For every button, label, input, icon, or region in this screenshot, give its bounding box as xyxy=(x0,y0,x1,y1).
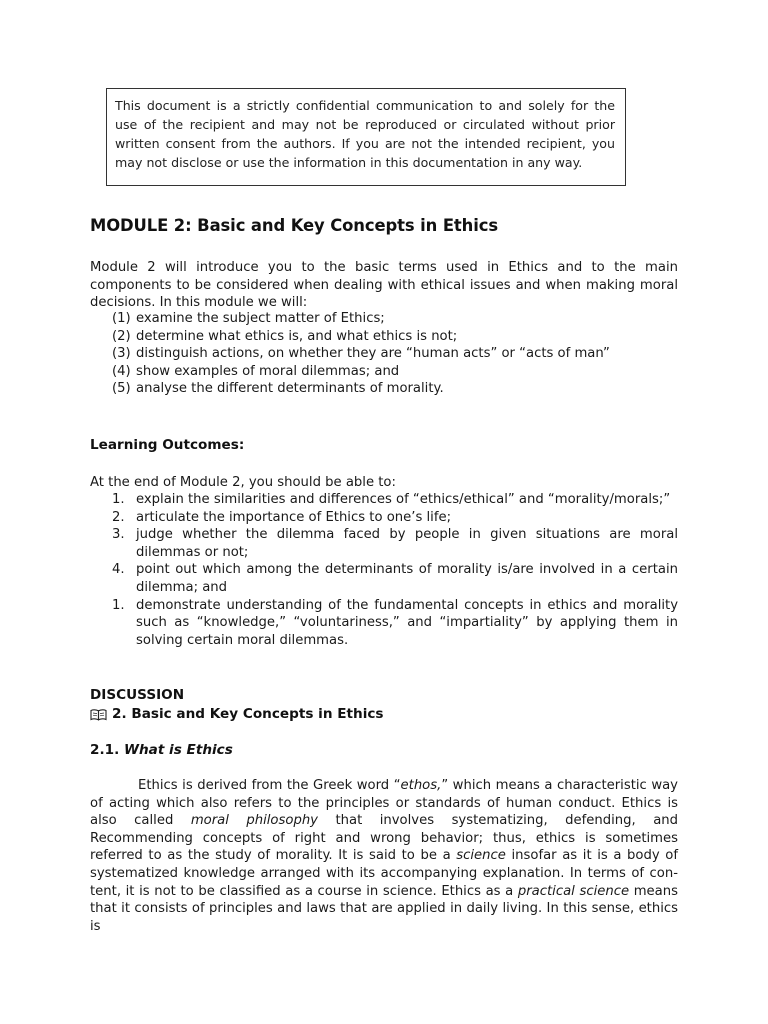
text-run: ” which means a characteristic way of acting which also refers to the principles or standards of human conduct. Ethics is also called xyxy=(90,778,678,829)
list-number: (1) xyxy=(112,311,131,326)
list-text: determine what ethics is, and what ethics is not; xyxy=(136,328,458,344)
list-item xyxy=(112,526,678,561)
notice-text: This document is a strictly confidential communication to and solely for the use of the recipient and may not be reproduced or circulated without prior written consent from the authors. If you are not the intended recipient, you may not disclose or use the information in this documentation in any way. xyxy=(115,98,615,170)
text-run: that involves systematizing, defending, and Recommending concepts of right and wrong behavior; thus, ethics is sometimes referred to as the study of morality. It is said to be a xyxy=(90,813,678,864)
intro-paragraph: Module 2 will introduce you to the basic terms used in Ethics and to the main components to be considered when dealing with ethical issues and when making moral decisions. In this module we will: xyxy=(90,260,678,311)
list-text: show examples of moral dilemmas; and xyxy=(136,363,400,379)
subsection-heading xyxy=(90,742,233,758)
subsection-title: What is Ethics xyxy=(123,742,233,758)
list-number: (5) xyxy=(112,381,131,397)
learning-outcomes-list xyxy=(112,491,678,649)
section-title: 2. Basic and Key Concepts in Ethics xyxy=(112,706,384,722)
learning-outcomes-intro: At the end of Module 2, you should be able to: xyxy=(90,475,396,490)
section-heading xyxy=(90,706,384,722)
learning-outcomes-heading: Learning Outcomes: xyxy=(90,437,245,453)
list-item xyxy=(112,509,678,527)
list-text: point out which among the determinants of morality is/are involved in a certain dilemma; and xyxy=(136,562,678,595)
list-text: analyse the different determinants of morality. xyxy=(136,381,444,397)
open-book-icon xyxy=(90,708,107,721)
list-number: 1. xyxy=(112,597,125,613)
module-objectives-list xyxy=(112,310,672,398)
list-item xyxy=(112,328,672,346)
list-item xyxy=(112,491,678,509)
emphasis-term: practical science xyxy=(517,883,630,899)
module-title: MODULE 2: Basic and Key Concepts in Ethics xyxy=(90,216,499,235)
list-item xyxy=(112,380,672,398)
text-run: means that it consists of principles and laws that are applied in daily living. In this sense, ethics is xyxy=(90,883,678,934)
subsection-number: 2.1. xyxy=(90,742,120,758)
list-text: examine the subject matter of Ethics; xyxy=(136,311,385,326)
emphasis-term: ethos, xyxy=(400,778,442,793)
list-text: judge whether the dilemma faced by people in given situations are moral dilemmas or not; xyxy=(136,527,678,560)
body-paragraph xyxy=(90,777,678,935)
list-number: (4) xyxy=(112,363,131,379)
list-number: 1. xyxy=(112,492,125,507)
text-run: insofar as it is a body of systematized knowledge arranged with its accompanying explanation. In terms of con-tent, it is not to be classified as a course in science. Ethics as a xyxy=(90,848,678,899)
list-item xyxy=(112,561,678,596)
list-text: articulate the importance of Ethics to one’s life; xyxy=(136,509,452,525)
list-item xyxy=(112,345,672,363)
list-number: 3. xyxy=(112,527,125,543)
list-text: demonstrate understanding of the fundamental concepts in ethics and morality such as “knowledge,” “voluntariness,” and “impartiality” by applying them in solving certain moral dilemmas. xyxy=(136,597,678,648)
list-number: 2. xyxy=(112,509,125,525)
list-number: 4. xyxy=(112,562,125,578)
list-number: (3) xyxy=(112,346,131,362)
list-item xyxy=(112,310,672,328)
emphasis-term: moral philosophy xyxy=(190,813,318,829)
confidentiality-notice xyxy=(106,88,626,186)
list-item xyxy=(112,363,672,381)
list-number: (2) xyxy=(112,328,131,344)
text-run: Ethics is derived from the Greek word “ xyxy=(138,778,401,793)
list-item xyxy=(112,597,678,650)
list-text: explain the similarities and differences of “ethics/ethical” and “morality/morals;” xyxy=(136,492,671,507)
list-text: distinguish actions, on whether they are “human acts” or “acts of man” xyxy=(136,346,610,362)
discussion-heading: DISCUSSION xyxy=(90,687,185,703)
emphasis-term: science xyxy=(456,848,506,864)
